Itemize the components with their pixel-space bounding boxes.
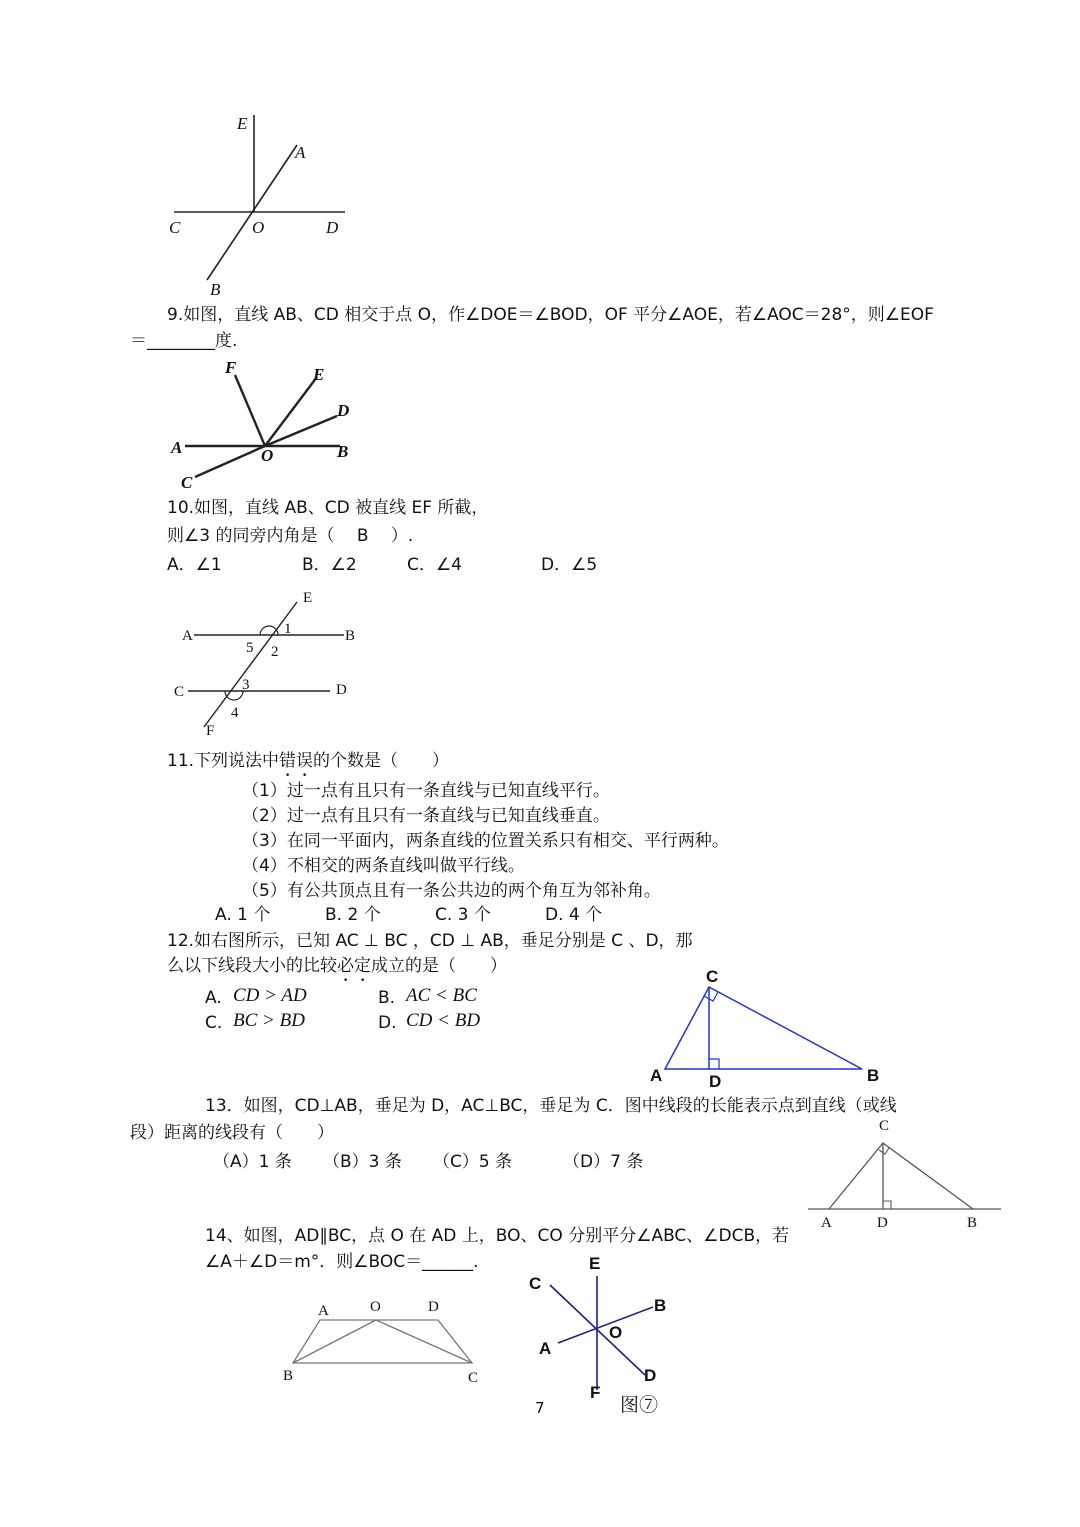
q12-option-c-label: C. — [205, 1013, 223, 1033]
q13-option-d: （D）7 条 — [563, 1152, 644, 1172]
q10-option-b: B．∠2 — [302, 555, 357, 575]
label-E: E — [303, 590, 313, 606]
label-A: A — [539, 1339, 552, 1358]
q10-option-d: D．∠5 — [541, 555, 598, 575]
label-C: C — [181, 473, 193, 492]
label-B: B — [654, 1296, 667, 1315]
label-C: C — [706, 967, 719, 986]
q10-line2: 则∠3 的同旁内角是（ B ）. — [167, 526, 414, 546]
label-D: D — [644, 1366, 657, 1385]
q11-item-4: （4）不相交的两条直线叫做平行线。 — [242, 856, 525, 876]
q12-line2: 么以下线段大小的比较必定成立的是（ ） — [167, 956, 507, 976]
label-A: A — [318, 1303, 329, 1319]
label-C: C — [468, 1370, 479, 1386]
label-E: E — [313, 365, 325, 384]
q12-line1: 12.如右图所示，已知 AC ⊥ BC ，CD ⊥ AB，垂足分别是 C 、D，那 — [167, 931, 693, 951]
q13-option-c: （C）5 条 — [433, 1152, 513, 1172]
q9-line1: 9.如图，直线 AB、CD 相交于点 O，作∠DOE＝∠BOD，OF 平分∠AOE，若∠AOC＝28°，则∠EOF — [167, 305, 934, 325]
label-B: B — [345, 628, 356, 644]
q9-line2: ＝________度. — [130, 331, 238, 351]
label-F: F — [225, 358, 237, 377]
label-D: D — [336, 682, 347, 698]
q10-option-c: C．∠4 — [407, 555, 462, 575]
q14-line2: ∠A＋∠D＝m°．则∠BOC＝______. — [205, 1252, 479, 1272]
label-E: E — [237, 114, 248, 133]
figure-right-triangle-grey — [805, 1110, 1005, 1235]
figure-intersecting-lines-top — [160, 105, 360, 305]
label-D: D — [709, 1072, 722, 1091]
angle-1: 1 — [284, 621, 292, 637]
q12-option-b: AC < BC — [406, 985, 477, 1006]
angle-5: 5 — [246, 640, 254, 656]
q12-option-a-label: A. — [205, 988, 222, 1008]
label-O: O — [261, 446, 274, 465]
angle-3: 3 — [242, 677, 250, 693]
q10-line1: 10.如图，直线 AB、CD 被直线 EF 所截， — [167, 498, 489, 518]
q11-option-d: D. 4 个 — [545, 905, 603, 925]
q12-option-d-label: D. — [378, 1013, 397, 1033]
label-O: O — [609, 1323, 623, 1342]
label-A: A — [171, 438, 183, 457]
q12-option-c: BC > BD — [233, 1010, 305, 1031]
q12-option-a: CD > AD — [233, 985, 307, 1006]
label-D: D — [877, 1215, 888, 1231]
q11-option-b: B. 2 个 — [325, 905, 381, 925]
q11-option-a: A. 1 个 — [215, 905, 271, 925]
label-D: D — [428, 1299, 439, 1315]
q11-item-2: （2）过一点有且只有一条直线与已知直线垂直。 — [242, 806, 610, 826]
q11-item-3: （3）在同一平面内，两条直线的位置关系只有相交、平行两种。 — [242, 831, 729, 851]
page-number: 7 — [535, 1399, 545, 1417]
figure-7-lines — [525, 1250, 685, 1410]
q12-option-b-label: B. — [378, 988, 396, 1008]
label-O: O — [252, 218, 265, 237]
figure-rays-from-O — [165, 360, 365, 490]
q14-line1: 14、如图，AD∥BC，点 O 在 AD 上，BO、CO 分别平分∠ABC、∠DCB，若 — [205, 1226, 790, 1246]
label-C: C — [529, 1274, 542, 1293]
label-F: F — [206, 723, 215, 739]
q11-stem: 11.下列说法中错误的个数是（ ） — [167, 751, 450, 771]
q10-option-a: A．∠1 — [167, 555, 222, 575]
q11-item-5: （5）有公共顶点且有一条公共边的两个角互为邻补角。 — [242, 881, 661, 901]
label-C: C — [879, 1118, 890, 1134]
q13-option-b: （B）3 条 — [323, 1152, 402, 1172]
label-A: A — [295, 143, 306, 162]
q13-line1: 13．如图，CD⊥AB，垂足为 D，AC⊥BC，垂足为 C．图中线段的长能表示点到直线（或线 — [205, 1096, 897, 1116]
angle-4: 4 — [231, 705, 239, 721]
label-E: E — [589, 1254, 601, 1273]
label-D: D — [337, 401, 350, 420]
label-A: A — [821, 1215, 832, 1231]
label-B: B — [967, 1215, 978, 1231]
label-D: D — [326, 218, 339, 237]
q11-option-c: C. 3 个 — [435, 905, 491, 925]
label-O: O — [370, 1299, 381, 1315]
figure-transversal — [170, 585, 370, 740]
figure-right-triangle-blue — [640, 960, 890, 1090]
angle-2: 2 — [271, 644, 279, 660]
label-A: A — [650, 1066, 663, 1085]
label-B: B — [210, 280, 221, 299]
figure-trapezoid — [280, 1295, 490, 1390]
figure-7-caption: 图⑦ — [620, 1395, 659, 1416]
label-C: C — [174, 684, 185, 700]
q13-option-a: （A）1 条 — [213, 1152, 292, 1172]
label-B: B — [867, 1066, 880, 1085]
label-B: B — [337, 442, 349, 461]
label-C: C — [169, 218, 181, 237]
q13-line2: 段）距离的线段有（ ） — [130, 1123, 334, 1143]
q12-option-d: CD < BD — [406, 1010, 481, 1031]
label-A: A — [182, 628, 193, 644]
label-B: B — [283, 1368, 294, 1384]
q11-item-1: （1）过一点有且只有一条直线与已知直线平行。 — [242, 781, 610, 801]
label-F: F — [590, 1383, 601, 1402]
